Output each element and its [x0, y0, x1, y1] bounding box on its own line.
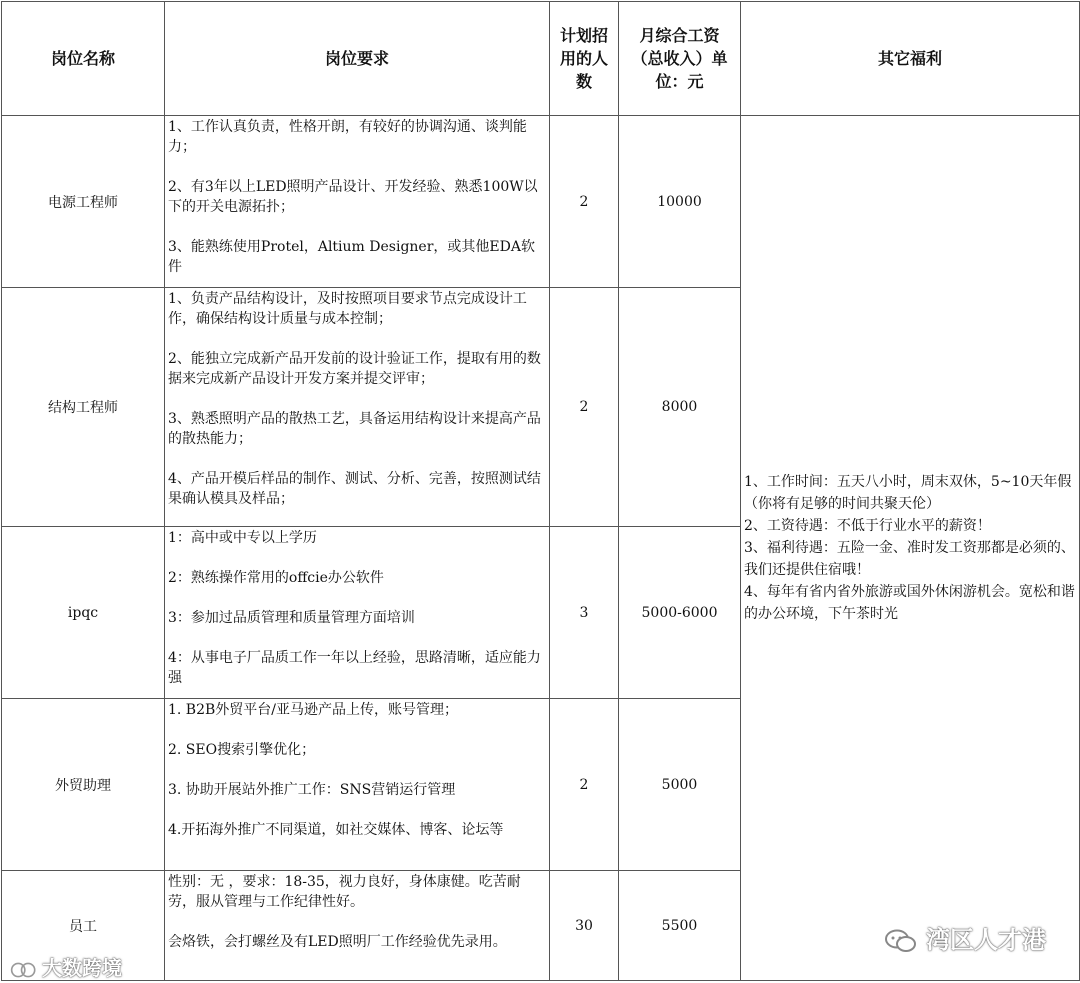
wechat-icon [884, 929, 918, 953]
header-row [2, 2, 1080, 116]
logo-icon [10, 960, 38, 980]
position-requirements: 性别：无 ，要求：18-35，视力良好，身体康健。吃苦耐劳，服从管理与工作纪律性好。 会烙铁，会打螺丝及有LED照明厂工作经验优先录用。 [165, 871, 550, 981]
salary-value: 5000-6000 [619, 527, 741, 699]
salary-value: 5000 [619, 699, 741, 871]
position-name: ipqc [2, 527, 165, 699]
headcount-value: 2 [550, 699, 619, 871]
header-headcount: 计划招用的人数 [550, 2, 619, 116]
salary-value: 5500 [619, 871, 741, 981]
position-name: 结构工程师 [2, 288, 165, 527]
position-name: 外贸助理 [2, 699, 165, 871]
headcount-value: 2 [550, 116, 619, 288]
wechat-watermark-text: 湾区人才港 [926, 926, 1046, 954]
salary-value: 8000 [619, 288, 741, 527]
salary-value: 10000 [619, 116, 741, 288]
corner-watermark [10, 952, 122, 981]
position-requirements: 1、负责产品结构设计，及时按照项目要求节点完成设计工作，确保结构设计质量与成本控制； 2、能独立完成新产品开发前的设计验证工作，提取有用的数据来完成新产品设计开发方案并提交评审； 3、熟悉照明产品的散热工艺，具备运用结构设计来提高产品的散热能力； 4、产品开模后样品的制作、测试、分析、完善，按照测试结果确认模具及样品； [165, 288, 550, 527]
position-requirements: 1. B2B外贸平台/亚马逊产品上传，账号管理； 2. SEO搜索引擎优化； 3. 协助开展站外推广工作：SNS营销运行管理 4.开拓海外推广不同渠道，如社交媒体、博客、论坛等 [165, 699, 550, 871]
headcount-value: 2 [550, 288, 619, 527]
wechat-watermark [884, 920, 1046, 955]
headcount-value: 30 [550, 871, 619, 981]
position-requirements: 1：高中或中专以上学历 2：熟练操作常用的offcie办公软件 3：参加过品质管理和质量管理方面培训 4：从事电子厂品质工作一年以上经验，思路清晰，适应能力强 [165, 527, 550, 699]
position-name: 电源工程师 [2, 116, 165, 288]
recruitment-table [1, 1, 1080, 981]
header-position: 岗位名称 [2, 2, 165, 116]
headcount-value: 3 [550, 527, 619, 699]
header-benefits: 其它福利 [741, 2, 1080, 116]
table-row [2, 116, 1080, 288]
corner-watermark-text: 大数跨境 [42, 956, 122, 980]
header-requirements: 岗位要求 [165, 2, 550, 116]
position-requirements: 1、工作认真负责，性格开朗，有较好的协调沟通、谈判能力； 2、有3年以上LED照明产品设计、开发经验、熟悉100W以下的开关电源拓扑； 3、能熟练使用Protel，Altium Designer，或其他EDA软件 [165, 116, 550, 288]
position-name: 员工 [2, 871, 165, 981]
header-salary: 月综合工资（总收入）单位：元 [619, 2, 741, 116]
benefits-text: 1、工作时间：五天八小时，周末双休，5~10天年假（你将有足够的时间共聚天伦） 2、工资待遇：不低于行业水平的薪资！ 3、福利待遇：五险一金、准时发工资那都是必须的、我们还提供住宿哦！ 4、每年有省内省外旅游或国外休闲游机会。宽松和谐的办公环境，下午茶时光 [741, 116, 1080, 981]
